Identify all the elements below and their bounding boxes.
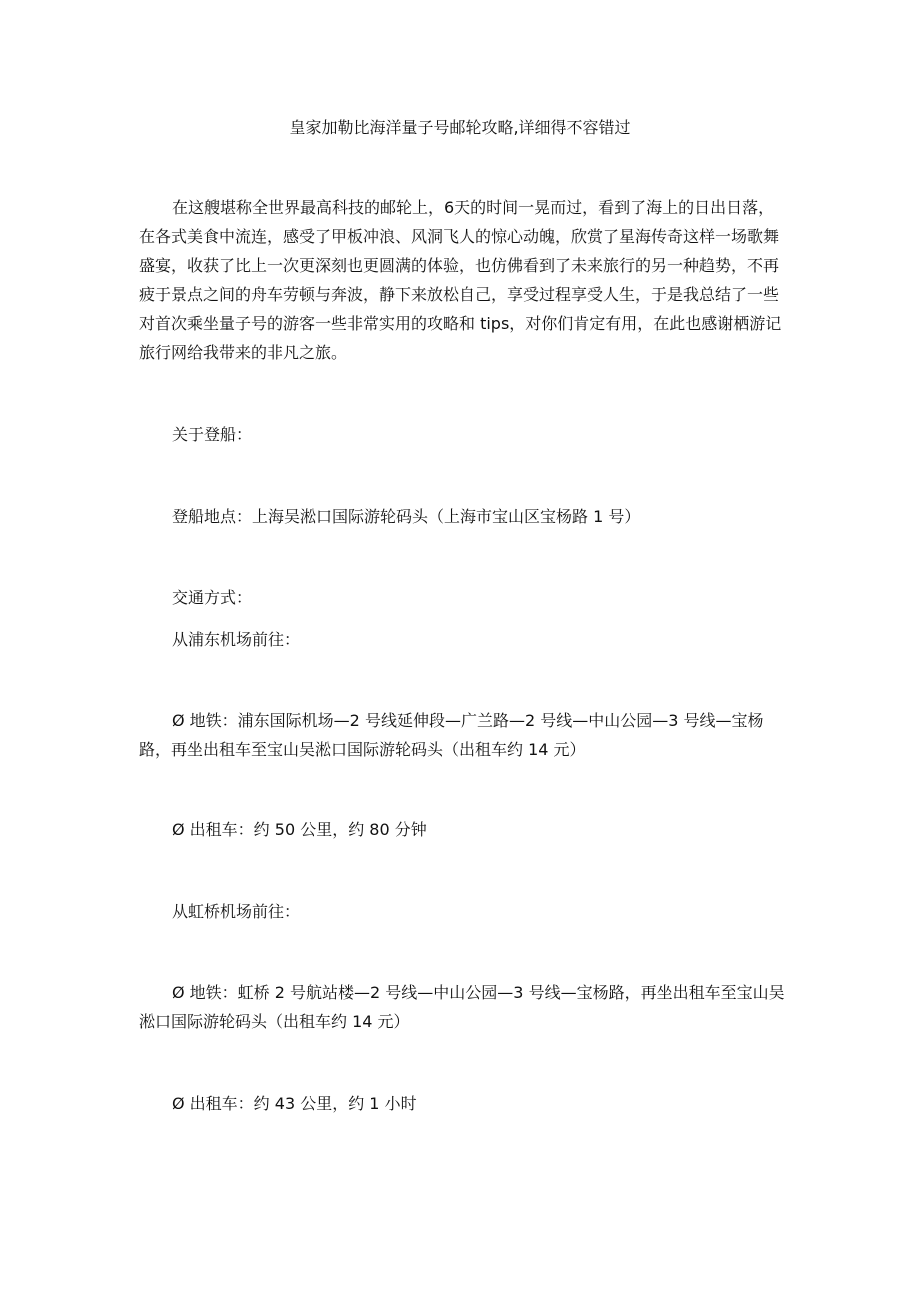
about-boarding-heading: 关于登船： (172, 425, 253, 444)
hongqiao-metro-paragraph: Ø 地铁：虹桥 2 号航站楼—2 号线—中山公园—3 号线—宝杨路，再坐出租车至宝山吴淞口国际游轮码头（出租车约 14 元） (139, 983, 785, 1031)
from-pudong-heading: 从浦东机场前往： (172, 630, 301, 649)
document-title: 皇家加勒比海洋量子号邮轮攻略,详细得不容错过 (289, 118, 631, 137)
pudong-taxi-paragraph: Ø 出租车：约 50 公里，约 80 分钟 (172, 820, 427, 839)
intro-paragraph: 在这艘堪称全世界最高科技的邮轮上，6天的时间一晃而过，看到了海上的日出日落，在各式美食中流连，感受了甲板冲浪、风洞飞人的惊心动魄，欣赏了星海传奇这样一场歌舞盛宴，收获了比上一次更深刻也更圆满的体验，也仿佛看到了未来旅行的另一种趋势，不再疲于景点之间的舟车劳顿与奔波，静下来放松自己，享受过程享受人生，于是我总结了一些对首次乘坐量子号的游客一些非常实用的攻略和 tips，对你们肯定有用，在此也感谢栖游记旅行网给我带来的非凡之旅。 (139, 198, 782, 362)
pudong-metro-paragraph: Ø 地铁：浦东国际机场—2 号线延伸段—广兰路—2 号线—中山公园—3 号线—宝杨路，再坐出租车至宝山吴淞口国际游轮码头（出租车约 14 元） (139, 711, 764, 759)
from-hongqiao-heading: 从虹桥机场前往： (172, 902, 301, 921)
transport-heading: 交通方式： (172, 588, 253, 607)
hongqiao-taxi-paragraph: Ø 出租车：约 43 公里，约 1 小时 (172, 1094, 417, 1113)
boarding-location-paragraph: 登船地点：上海吴淞口国际游轮码头（上海市宝山区宝杨路 1 号） (172, 507, 641, 526)
